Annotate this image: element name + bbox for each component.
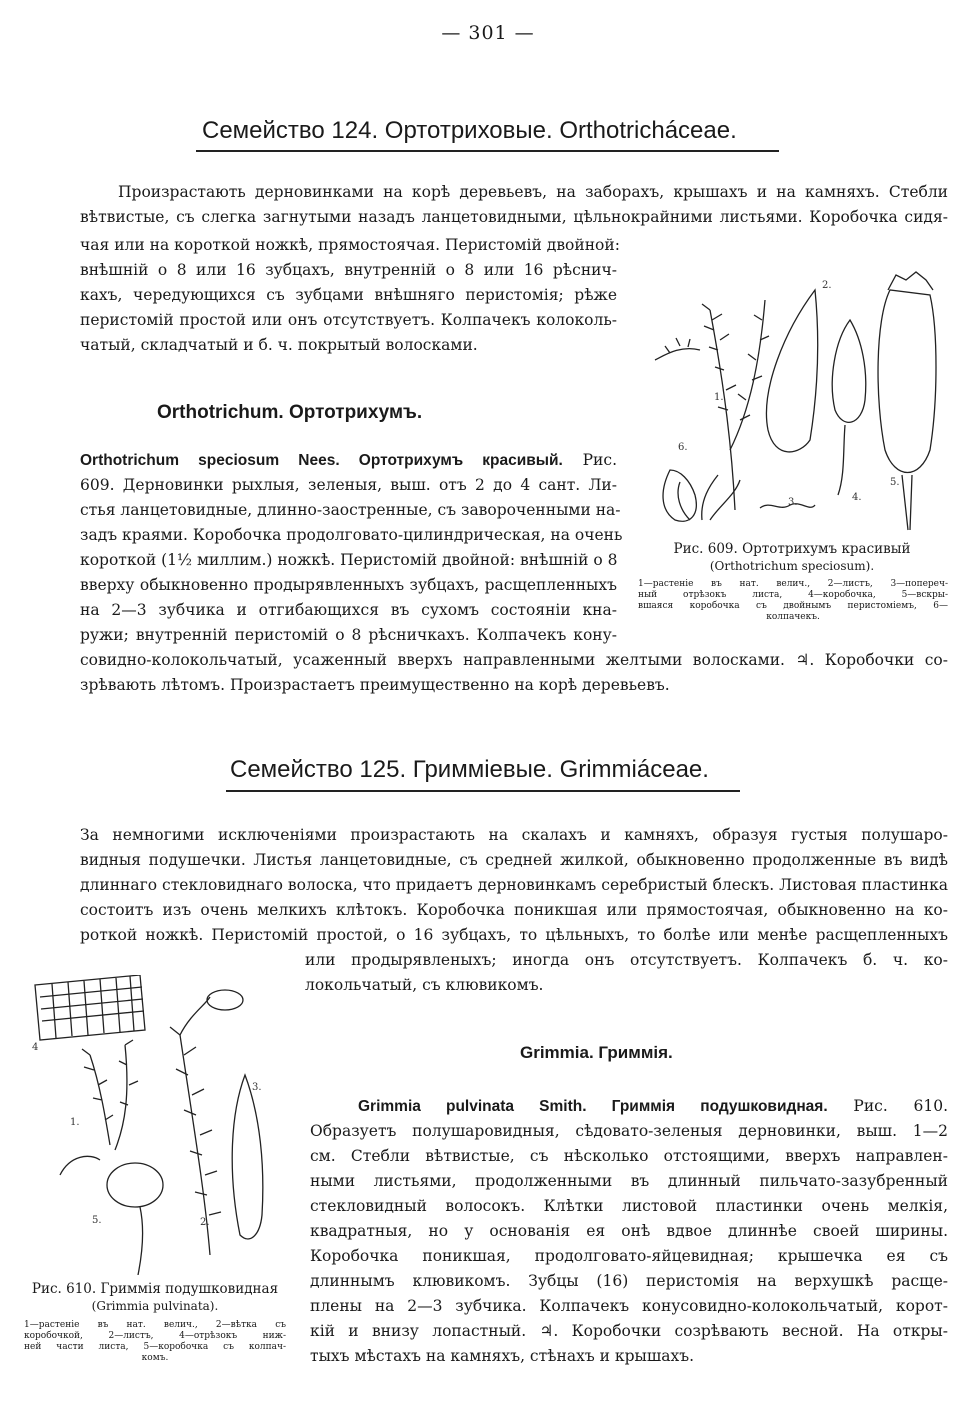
text-line: кахъ, чередующихся съ зубцами внѣшняго перистомія; рѣже bbox=[80, 286, 617, 304]
text-line: Образуетъ полушаровидныя, сѣдовато-зеленыя дерновинки, выш. 1—2 bbox=[310, 1122, 948, 1140]
text-line: Рис. bbox=[562, 451, 617, 469]
genus-orthotrichum-heading: Orthotrichum. Ортотрихумъ. bbox=[157, 402, 423, 423]
text-line: на 2—3 зубчика и отгибающихся въ сухомъ состояніи кна- bbox=[80, 601, 617, 619]
legend-line: коробочкой, 2—листъ, 4—отрѣзокъ ниж- bbox=[24, 1331, 286, 1341]
text-line: роткой ножкѣ. Перистомій простой, о 16 зубцахъ, то цѣльныхъ, то болѣе или менѣе расщепленныхъ bbox=[80, 926, 948, 944]
leaf-drawing bbox=[766, 290, 817, 452]
family-124-intro-narrow bbox=[80, 233, 620, 358]
family-125-intro-narrow bbox=[305, 948, 948, 998]
figure-label: 2. bbox=[822, 280, 832, 291]
figure-label: 3. bbox=[788, 497, 798, 508]
figure-610-caption bbox=[20, 1281, 290, 1315]
caption-title: Рис. 609. Ортотрихумъ красивый bbox=[673, 541, 911, 557]
family-124-intro-wide bbox=[80, 180, 948, 230]
species-name: Orthotrichum speciosum Nees. Ортотрихумъ красивый. bbox=[80, 452, 563, 469]
figure-label: 3. bbox=[252, 1082, 262, 1093]
text-line: стья ланцетовидные, длинно-заостренные, съ завороченными на- bbox=[80, 501, 621, 519]
text-line: чая или на короткой ножкѣ, прямостоячая. Перистомій двойной: bbox=[80, 236, 620, 254]
legend-line: ный отрѣзокъ листа, 4—коробочка, 5—вскры- bbox=[638, 590, 948, 600]
figure-label: 6. bbox=[678, 442, 688, 453]
orthotrichum-species-text-wide bbox=[80, 648, 948, 698]
figure-label: 5. bbox=[890, 477, 900, 488]
figure-label: 1. bbox=[70, 1117, 80, 1128]
text-line: состоитъ изъ очень мелкихъ клѣтокъ. Коробочка поникшая или прямостоячая, обыкновенно на ко- bbox=[80, 901, 948, 919]
family-125-underline bbox=[226, 790, 740, 792]
text-line: длиннаго стекловиднаго волоска, что придаетъ дерновинкамъ серебристый блескъ. Листовая пластинка bbox=[80, 876, 948, 894]
legend-line: вшаяся коробочка съ двойнымъ перистоміемъ, 6— bbox=[638, 601, 948, 611]
caption-title: Рис. 610. Гриммія подушковидная bbox=[31, 1281, 279, 1297]
figure-609-caption bbox=[636, 541, 948, 575]
family-124-underline bbox=[196, 150, 779, 152]
text-line: локольчатый, съ клювикомъ. bbox=[305, 976, 544, 994]
grimmia-species-text bbox=[310, 1094, 948, 1369]
figure-label: 2. bbox=[200, 1217, 210, 1228]
text-line: чатый, складчатый и б. ч. покрытый волосками. bbox=[80, 336, 478, 354]
species-name: Grimmia pulvinata Smith. Гриммія подушковидная. bbox=[358, 1098, 828, 1115]
capsule-drawing bbox=[832, 320, 865, 422]
text-line: квадратныя, но у основанія ея онѣ вдвое длиннѣе своей ширины. bbox=[310, 1222, 948, 1240]
caption-latin: (Orthotrichum speciosum). bbox=[709, 559, 875, 573]
figure-609-illustration bbox=[640, 250, 950, 535]
text-line: кій и внизу лопастный. ♃. Коробочки созрѣвають весной. На откры- bbox=[310, 1322, 948, 1340]
text-line: вверху обыкновенно продырявленныхъ зубцахъ, расщепленныхъ bbox=[80, 576, 617, 594]
family-125-intro-wide bbox=[80, 823, 948, 948]
text-line: длиннымъ клювикомъ. Зубцы (16) перистомія на верхушкѣ расще- bbox=[310, 1272, 948, 1290]
text-line: задъ краями. Коробочка продолговато-цилиндрическая, на очень bbox=[80, 526, 623, 544]
leaf-drawing bbox=[232, 1075, 263, 1239]
capsule-with-calyptra-drawing bbox=[60, 1156, 100, 1175]
text-line: ружи; внутренній перистомій о 8 рѣсничкахъ. Колпачекъ кону- bbox=[80, 626, 617, 644]
figure-label: 4. bbox=[852, 492, 862, 503]
text-line: совидно-колокольчатый, усаженный вверхъ направленными желтыми волосками. ♃. Коробочки со- bbox=[80, 651, 948, 669]
text-line: тыхъ мѣстахъ на камняхъ, стѣнахъ и крышахъ. bbox=[310, 1347, 695, 1365]
moss-plant-drawing bbox=[655, 300, 769, 520]
figure-label: 1. bbox=[714, 392, 724, 403]
text-line: За немногими исключеніями произрастають на скалахъ и камняхъ, образуя густыя полушаро- bbox=[80, 826, 948, 844]
text-line: вѣтвистые, съ слегка загнутыми назадъ ланцетовидными, цѣльнокрайними листьями. Коробочка сидя- bbox=[80, 208, 948, 226]
family-125-title: Семейство 125. Гримміевые. Grimmiáceae. bbox=[230, 756, 709, 783]
text-line: стекловидный волосокъ. Клѣтки листовой пластинки очень мелкія, bbox=[310, 1197, 948, 1215]
page-number: — 301 — bbox=[441, 22, 535, 44]
text-line: перистомій простой или онъ отсутствуетъ. Колпачекъ колоколь- bbox=[80, 311, 617, 329]
text-line: ными листьями, продолженными въ длинный пильчато-зазубренный bbox=[310, 1172, 948, 1190]
genus-grimmia-heading: Grimmia. Гриммія. bbox=[520, 1043, 673, 1062]
legend-line: 1—растеніе въ нат. велич., 2—листъ, 3—попереч- bbox=[638, 579, 948, 589]
figure-610-legend bbox=[24, 1320, 286, 1364]
text-line: см. Стебли вѣтвистые, съ нѣсколько отстоящими, вверхъ направлен- bbox=[310, 1147, 948, 1165]
open-capsule-drawing bbox=[878, 290, 936, 473]
figure-609-legend bbox=[638, 579, 948, 623]
legend-line: комъ. bbox=[141, 1353, 169, 1363]
orthotrichum-species-text bbox=[80, 448, 623, 648]
moss-plant-drawing bbox=[82, 1049, 113, 1145]
leaf-cells-drawing bbox=[35, 975, 145, 1040]
legend-line: колпачекъ. bbox=[766, 612, 820, 622]
text-line: короткой (1½ миллим.) ножкѣ. Перистомій двойной: внѣшній о 8 bbox=[80, 551, 618, 569]
text-line: внѣшній о 8 или 16 зубцахъ, внутренній о 8 или 16 рѣснич- bbox=[80, 261, 617, 279]
family-124-title: Семейство 124. Ортотриховые. Orthotrichácеae. bbox=[202, 117, 737, 144]
text-line: плены на 2—3 зубчика. Колпачекъ конусовидно-колокольчатый, корот- bbox=[310, 1297, 948, 1315]
text-line: 609. Дерновинки рыхлыя, зеленыя, выш. отъ 2 до 4 сант. Ли- bbox=[80, 476, 617, 494]
text-line: зрѣвають лѣтомъ. Произрастаетъ преимущественно на корѣ деревьевъ. bbox=[80, 676, 670, 694]
text-line: видныя подушечки. Листья ланцетовидные, съ средней жилкой, обыкновенно продолженные въ видѣ bbox=[80, 851, 948, 869]
figure-610-illustration bbox=[30, 975, 290, 1275]
text-line: или продырявленыхъ; иногда онъ отсутствуетъ. Колпачекъ б. ч. ко- bbox=[305, 951, 948, 969]
caption-latin: (Grimmia pulvinata). bbox=[91, 1299, 219, 1313]
legend-line: 1—растеніе въ нат. велич., 2—вѣтка съ bbox=[24, 1320, 286, 1330]
legend-line: ней части листа, 5—коробочка съ колпач- bbox=[24, 1342, 286, 1352]
figure-label: 4 bbox=[32, 1042, 39, 1053]
calyptra-drawing bbox=[663, 470, 696, 521]
text-line: Произрастають дерновинками на корѣ деревьевъ, на заборахъ, крышахъ и на камняхъ. Стебли bbox=[118, 183, 948, 201]
figure-label: 5. bbox=[92, 1215, 102, 1226]
text-line: Рис. 610. bbox=[827, 1097, 948, 1115]
text-line: Коробочка поникшая, продолговато-яйцевидная; крышечка ея съ bbox=[310, 1247, 948, 1265]
